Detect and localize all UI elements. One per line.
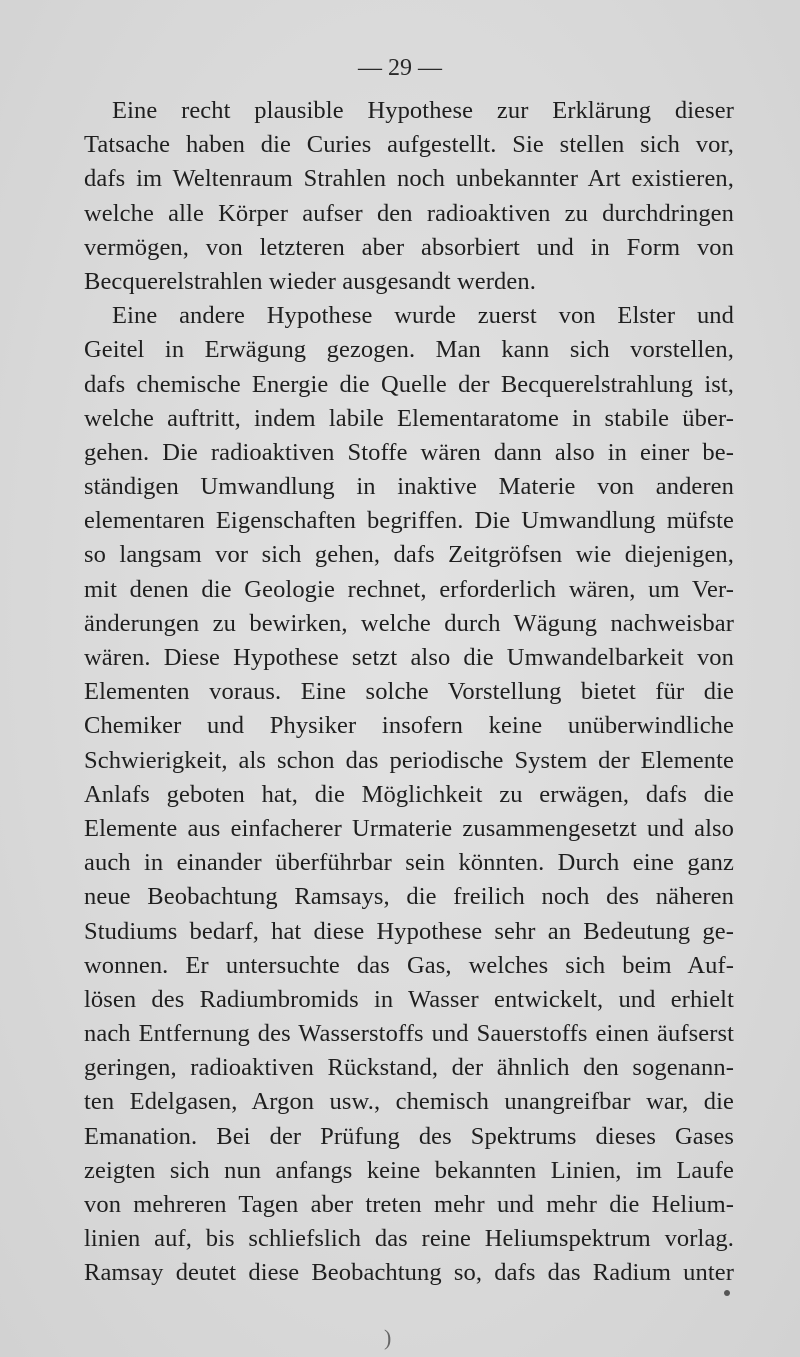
text-line: dafs chemische Energie die Quelle der Becquerelstrahlung ist, [84, 370, 734, 398]
text-line: wonnen. Er untersuchte das Gas, welches sich beim Auf- [84, 951, 734, 979]
text-line: dafs im Weltenraum Strahlen noch unbekannter Art existieren, [84, 165, 734, 193]
text-line: Emanation. Bei der Prüfung des Spektrums dieses Gases [84, 1122, 734, 1150]
text-line: geringen, radioaktiven Rückstand, der ähnlich den sogenann- [84, 1054, 734, 1082]
text-line: so langsam vor sich gehen, dafs Zeitgröfsen wie diejenigen, [84, 541, 734, 569]
text-line: Chemiker und Physiker insofern keine unüberwindliche [84, 712, 734, 740]
text-line: ständigen Umwandlung in inaktive Materie von anderen [84, 473, 734, 501]
text-line: änderungen zu bewirken, welche durch Wägung nachweisbar [84, 609, 734, 637]
body-text [84, 94, 734, 1291]
text-line: gehen. Die radioaktiven Stoffe wären dann also in einer be- [84, 438, 734, 466]
text-line: vermögen, von letzteren aber absorbiert und in Form von [84, 233, 734, 261]
text-line: Tatsache haben die Curies aufgestellt. Sie stellen sich vor, [84, 131, 734, 159]
text-line: Becquerelstrahlen wieder ausgesandt werden. [84, 267, 536, 295]
text-line: Eine andere Hypothese wurde zuerst von Elster und [112, 302, 734, 330]
page-number: — 29 — [358, 55, 442, 81]
ink-dot [724, 1290, 730, 1296]
text-line: neue Beobachtung Ramsays, die freilich noch des näheren [84, 883, 734, 911]
text-line: welche alle Körper aufser den radioaktiven zu durchdringen [84, 199, 734, 227]
text-line: ten Edelgasen, Argon usw., chemisch unangreifbar war, die [84, 1088, 734, 1116]
text-line: lösen des Radiumbromids in Wasser entwickelt, und erhielt [84, 985, 734, 1013]
text-line: welche auftritt, indem labile Elementaratome in stabile über- [84, 404, 734, 432]
text-line: von mehreren Tagen aber treten mehr und mehr die Helium- [84, 1191, 734, 1218]
text-line: Anlafs geboten hat, die Möglichkeit zu erwägen, dafs die [84, 780, 734, 808]
text-line: elementaren Eigenschaften begriffen. Die Umwandlung müfste [84, 507, 734, 535]
text-line: linien auf, bis schliefslich das reine Heliumspektrum vorlag. [84, 1225, 734, 1253]
text-line: Schwierigkeit, als schon das periodische System der Elemente [84, 746, 734, 774]
text-line: nach Entfernung des Wasserstoffs und Sauerstoffs einen äufserst [84, 1020, 734, 1048]
text-line: Elementen voraus. Eine solche Vorstellung bietet für die [84, 678, 734, 706]
text-line: wären. Diese Hypothese setzt also die Umwandelbarkeit von [84, 644, 734, 671]
text-line: Eine recht plausible Hypothese zur Erklärung dieser [112, 97, 734, 124]
text-line: auch in einander überführbar sein könnten. Durch eine ganz [84, 849, 734, 877]
text-line: Ramsay deutet diese Beobachtung so, dafs das Radium unter [84, 1259, 734, 1287]
text-line: Geitel in Erwägung gezogen. Man kann sich vorstellen, [84, 336, 734, 364]
bottom-mark: ) [384, 1325, 392, 1350]
text-line: zeigten sich nun anfangs keine bekannten Linien, im Laufe [84, 1156, 734, 1184]
text-line: Elemente aus einfacherer Urmaterie zusammengesetzt und also [84, 814, 734, 842]
text-line: mit denen die Geologie rechnet, erforderlich wären, um Ver- [84, 575, 734, 603]
text-line: Studiums bedarf, hat diese Hypothese sehr an Bedeutung ge- [84, 917, 734, 945]
